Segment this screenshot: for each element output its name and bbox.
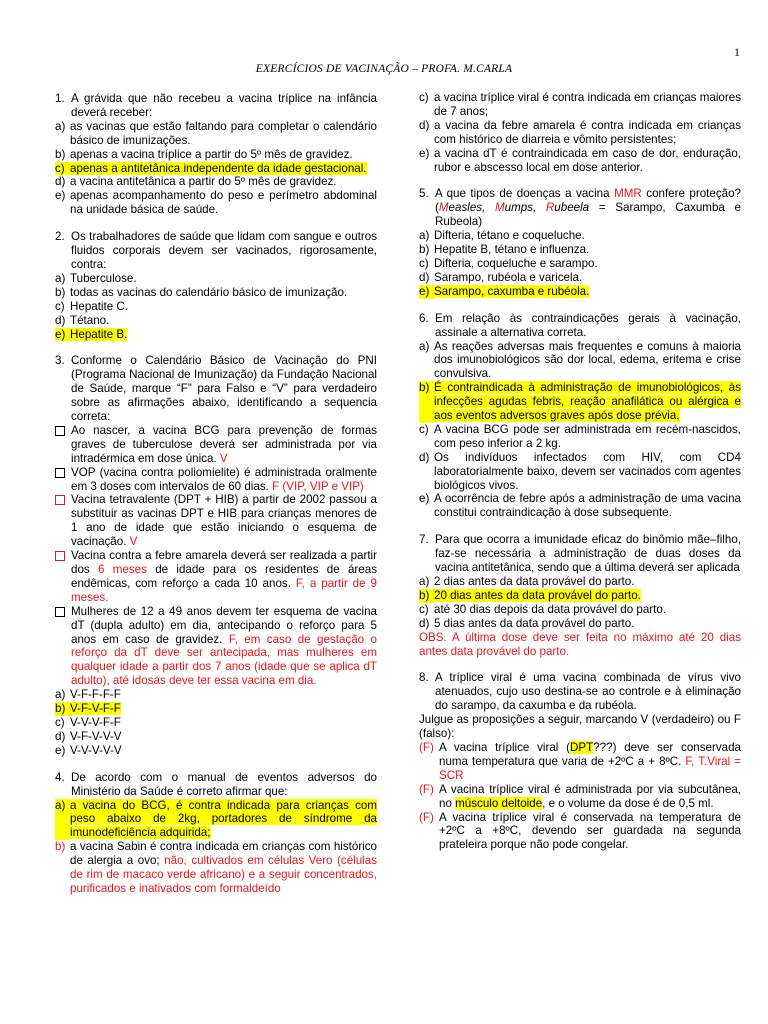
option-letter: b) xyxy=(55,147,66,161)
option-b-correct xyxy=(55,702,377,716)
highlighted-answer: É contraindicada à administração de imunobiológicos, às infecções agudas febris, reação anafilática ou alérgica e aos eventos adversos graves após dose prévia. xyxy=(434,381,741,423)
proposition-text: A vacina tríplice viral ( xyxy=(439,740,571,754)
option-text: Hepatite C. xyxy=(70,299,128,313)
option-text: apenas acompanhamento do peso e perímetro abdominal na unidade básica de saúde. xyxy=(70,189,377,217)
highlighted-answer: Sarampo, caxumba e rubéola. xyxy=(434,284,590,298)
question-text: De acordo com o manual de eventos adversos do Ministério da Saúde é correto afirmar que: xyxy=(71,770,377,798)
proposition-text: , e o volume da dose é de 0,5 ml. xyxy=(542,796,714,810)
checkbox-icon[interactable] xyxy=(55,468,65,478)
question-text: A que tipos de doenças a vacina xyxy=(435,187,610,201)
option-letter: c) xyxy=(55,299,65,313)
option-a xyxy=(55,120,377,148)
option-letter: e) xyxy=(419,492,430,506)
option-letter: b) xyxy=(55,285,66,299)
option-text: todas as vacinas do calendário básico de imunização. xyxy=(70,285,348,299)
option-text: As reações adversas mais frequentes e comuns à maioria dos imunobiológicos são dor local, edema, eritema e crise convulsiva. xyxy=(434,339,741,381)
option-letter: b) xyxy=(55,702,70,716)
option-letter: e) xyxy=(419,285,434,299)
option-letter: c) xyxy=(419,256,429,270)
option-text: Tuberculose. xyxy=(70,271,137,285)
option-d xyxy=(419,119,741,147)
option-letter: a) xyxy=(55,688,66,702)
option-text: A ocorrência de febre após a administração de uma vacina constitui contraindicação à dose subsequente. xyxy=(434,492,741,520)
option-d xyxy=(55,730,377,744)
red-comment: F, T.Viral = SCR xyxy=(439,754,741,782)
question-4-continued xyxy=(419,91,741,174)
option-c xyxy=(419,423,741,451)
option-text: Difteria, coqueluche e sarampo. xyxy=(434,256,598,270)
proposition-2 xyxy=(419,783,741,811)
question-5 xyxy=(419,187,741,298)
option-e xyxy=(419,492,741,520)
answer-mark: F (VIP, VIP e VIP) xyxy=(272,479,364,493)
option-letter: b) xyxy=(419,589,434,603)
right-column xyxy=(419,92,741,865)
question-text: A grávida que não recebeu a vacina tríplice na infância deverá receber: xyxy=(71,92,377,119)
statement-4 xyxy=(55,549,377,605)
question-text: Para que ocorra a imunidade eficaz do binômio mãe–filho, faz-se necessária a administração de duas doses da vacina antitetânica, sendo que a última deverá ser aplicada xyxy=(435,533,741,575)
option-letter: b) xyxy=(55,840,66,854)
option-a xyxy=(55,272,377,286)
true-false-mark: (F) xyxy=(419,782,434,796)
option-c xyxy=(55,300,377,314)
question-text: Os trabalhadores de saúde que lidam com sangue e outros fluidos corporais devem ser vacinados, rigorosamente, contra: xyxy=(71,230,377,271)
option-letter: e) xyxy=(55,189,66,203)
statement-text: VOP (vacina contra poliomielite) é administrada oralmente em 3 doses com intervalos de 60 dias. xyxy=(71,465,377,493)
option-text: Os indivíduos infectados com HIV, com CD4 laboratorialmente baixo, devem ser vacinados com agentes biológicos vivos. xyxy=(434,450,741,492)
acronym-word: umps, xyxy=(504,201,546,215)
option-c xyxy=(419,603,741,617)
option-text: V-V-V-F-F xyxy=(70,715,121,729)
option-c-correct xyxy=(55,162,377,176)
question-text: = Sarampo, Caxumba e Rubeola) xyxy=(435,201,741,229)
option-text: Sarampo, rubéola e varicela. xyxy=(434,270,583,284)
observation-note: OBS. A última dose deve ser feita no máximo até 20 dias antes data provável do parto. xyxy=(419,630,741,658)
option-d xyxy=(419,271,741,285)
checkbox-icon[interactable] xyxy=(55,551,65,561)
option-letter: e) xyxy=(55,743,66,757)
option-text: 5 dias antes da data provável do parto. xyxy=(434,616,635,630)
option-text: Tétano. xyxy=(70,313,110,327)
option-letter: d) xyxy=(419,270,430,284)
highlighted-answer: Hepatite B. xyxy=(70,327,128,341)
highlighted-answer: apenas a antitetânica independente da idade gestacional. xyxy=(70,161,367,175)
option-text: até 30 dias depois da data provável do parto. xyxy=(434,602,667,616)
question-4 xyxy=(55,771,377,896)
option-letter: c) xyxy=(419,602,429,616)
statement-text: Vacina tetravalente (DPT + HIB) a partir de 2002 passou a substituir as vacinas DPT e HIB para crianças menores de 1 ano de idade que estão iniciando o esquema de vacinação. xyxy=(71,493,377,549)
highlighted-answer: a vacina do BCG, é contra indicada para crianças com peso abaixo de 2kg, portadores de síndrome da imunodeficiência adquirida; xyxy=(70,798,377,840)
acronym-letter: M xyxy=(494,201,505,215)
option-letter: b) xyxy=(419,381,434,423)
option-letter: c) xyxy=(419,422,429,436)
proposition-text: A vacina tríplice viral é conservada na temperatura de +2ºC a +8ºC, devendo ser guardada na segunda prateleira porque não pode congelar. xyxy=(439,810,741,852)
statement-5 xyxy=(55,605,377,688)
option-a xyxy=(419,340,741,382)
option-a xyxy=(419,575,741,589)
option-c xyxy=(419,257,741,271)
question-number: 5. xyxy=(419,187,429,201)
question-number: 3. xyxy=(55,354,65,368)
proposition-1 xyxy=(419,741,741,783)
option-b xyxy=(55,286,377,300)
option-letter: d) xyxy=(55,313,66,327)
true-false-mark: (F) xyxy=(419,810,434,824)
question-2 xyxy=(55,230,377,341)
option-c xyxy=(419,91,741,119)
option-b xyxy=(55,840,377,896)
answer-mark: F, em caso de gestação o reforço da dT deve ser antecipada, mas mulheres em qualquer idade a partir dos 7 anos (idade que se aplica dT adulto), até idosas deve ter essa vacina em dia. xyxy=(71,632,377,688)
left-column xyxy=(55,92,377,909)
statement-text: Vacina contra a febre amarela deverá ser realizada a partir dos xyxy=(71,549,377,576)
checkbox-icon[interactable] xyxy=(55,607,65,617)
option-text: Difteria, tétano e coqueluche. xyxy=(434,229,585,243)
question-number: 2. xyxy=(55,230,65,244)
question-1 xyxy=(55,92,377,217)
question-text: A tríplice viral é uma vacina combinada de vírus vivo atenuados, cujo uso destina-se ao controle e à eliminação do sarampo, da caxumba e da rubéola. xyxy=(435,671,741,713)
red-comment: não, cultivados em células Vero (células de rim de macaco verde africano) e a seguir concentrados, purificados e inativados com formaldeído xyxy=(70,854,377,895)
option-letter: b) xyxy=(419,243,430,257)
option-text: V-F-F-F-F xyxy=(70,688,121,702)
question-6 xyxy=(419,312,741,521)
option-text: V-V-V-V-V xyxy=(70,743,122,757)
option-text: as vacinas que estão faltando para completar o calendário básico de imunizações. xyxy=(70,119,377,147)
option-a xyxy=(55,688,377,702)
question-7 xyxy=(419,533,741,658)
question-text: confere proteção? ( xyxy=(435,187,741,215)
option-c xyxy=(55,716,377,730)
red-emphasis: 6 meses xyxy=(98,563,147,576)
question-number: 7. xyxy=(419,533,429,547)
option-letter: d) xyxy=(419,450,430,464)
option-e xyxy=(55,744,377,758)
option-b xyxy=(55,148,377,162)
option-letter: d) xyxy=(419,616,430,630)
highlighted-term: DPT xyxy=(570,740,594,754)
option-letter: e) xyxy=(419,146,430,160)
option-letter: a) xyxy=(419,339,430,353)
proposition-text: ???) deve ser conservada numa temperatura que varia de +2ºC a + 8ºC. xyxy=(439,740,741,768)
option-text: a vacina dT é contraindicada em caso de dor, enduração, rubor e abscesso local em dose anterior. xyxy=(434,146,741,174)
option-text: 2 dias antes da data provável do parto. xyxy=(434,575,635,588)
option-letter: e) xyxy=(55,328,70,342)
option-d xyxy=(55,314,377,328)
proposition-3 xyxy=(419,811,741,853)
question-number: 4. xyxy=(55,770,65,784)
option-letter: a) xyxy=(55,799,70,841)
question-text: Conforme o Calendário Básico de Vacinação do PNI (Programa Nacional de Imunização) da Fundação Nacional de Saúde, marque “F” para Falso e “V” para verdadeiro sobre as afirmações abaixo, identificando a sequencia correta: xyxy=(71,354,377,424)
option-a xyxy=(419,229,741,243)
answer-mark: F, a partir de 9 meses. xyxy=(71,576,377,604)
page-number: 1 xyxy=(734,45,740,59)
question-3 xyxy=(55,354,377,757)
highlighted-answer: 20 dias antes da data provável do parto. xyxy=(434,588,641,602)
option-e-correct xyxy=(55,328,377,342)
checkbox-icon[interactable] xyxy=(55,495,65,505)
statement-3 xyxy=(55,493,377,549)
answer-mark: V xyxy=(219,451,228,465)
option-text: Hepatite B, tétano e influenza. xyxy=(434,243,590,257)
statement-1 xyxy=(55,424,377,466)
option-text: a vacina antitetânica a partir do 5º mês de gravidez. xyxy=(70,175,337,189)
option-text: a vacina tríplice viral é contra indicada em crianças maiores de 7 anos; xyxy=(434,91,741,118)
instruction-text: Julgue as proposições a seguir, marcando V (verdadeiro) ou F (falso): xyxy=(419,713,741,741)
question-number: 6. xyxy=(419,311,429,325)
option-letter: d) xyxy=(419,118,430,132)
option-letter: a) xyxy=(55,271,66,285)
statement-text: Ao nascer, a vacina BCG para prevenção de formas graves de tuberculose deverá ser administrada por via intradérmica em dose única. xyxy=(71,423,377,465)
option-b-correct xyxy=(419,381,741,423)
option-d xyxy=(419,451,741,493)
mmr-label: MMR xyxy=(614,187,642,201)
statement-text: Mulheres de 12 a 49 anos devem ter esquema de vacina dT (dupla adulto) em dia, antecipando o reforço para 5 anos em caso de gravidez. xyxy=(71,604,377,646)
option-letter: c) xyxy=(55,162,70,176)
statement-text: de idade para os residentes de áreas endêmicas, com reforço a cada 10 anos. xyxy=(71,563,377,590)
checkbox-icon[interactable] xyxy=(55,426,65,436)
option-b xyxy=(419,243,741,257)
option-e xyxy=(419,147,741,175)
option-d xyxy=(419,617,741,631)
option-letter: c) xyxy=(55,715,65,729)
question-number: 1. xyxy=(55,92,65,105)
answer-mark: V xyxy=(129,535,138,549)
option-text: apenas a vacina tríplice a partir do 5º mês de gravidez. xyxy=(70,147,353,161)
highlighted-term: músculo deltoide xyxy=(455,796,543,810)
proposition-text: A vacina tríplice viral é administrada por via subcutânea, no xyxy=(439,782,741,810)
option-text: A vacina BCG pode ser administrada em recém-nascidos, com peso inferior a 2 kg. xyxy=(434,422,741,450)
statement-2 xyxy=(55,466,377,494)
question-8 xyxy=(419,671,741,852)
option-letter: a) xyxy=(419,575,430,588)
option-d xyxy=(55,175,377,189)
acronym-word: easles, xyxy=(448,201,495,215)
option-text: a vacina da febre amarela é contra indicada em crianças com histórico de diarreia e vômito persistentes; xyxy=(434,118,741,146)
document-title: EXERCÍCIOS DE VACINAÇÃO – PROFA. M.CARLA xyxy=(255,63,513,75)
option-b-correct xyxy=(419,589,741,603)
option-e xyxy=(55,189,377,217)
true-false-mark: (F) xyxy=(419,740,434,754)
option-e-correct xyxy=(419,285,741,299)
acronym-letter: M xyxy=(438,201,449,215)
question-text: Em relação às contraindicações gerais à vacinação, assinale a alternativa correta. xyxy=(435,311,741,339)
question-number: 8. xyxy=(419,671,429,685)
option-letter: d) xyxy=(55,175,66,189)
highlighted-answer: V-F-V-F-F xyxy=(70,702,121,716)
option-letter: c) xyxy=(419,91,429,104)
acronym-word: ubeela xyxy=(554,201,590,215)
option-letter: d) xyxy=(55,729,66,743)
option-letter: a) xyxy=(55,119,66,133)
option-letter: a) xyxy=(419,229,430,243)
acronym-letter: R xyxy=(545,201,555,215)
option-text: a vacina Sabin é contra indicada em crianças com histórico de alergia a ovo; xyxy=(70,840,377,868)
option-text: V-F-V-V-V xyxy=(70,729,122,743)
option-a-correct xyxy=(55,799,377,841)
